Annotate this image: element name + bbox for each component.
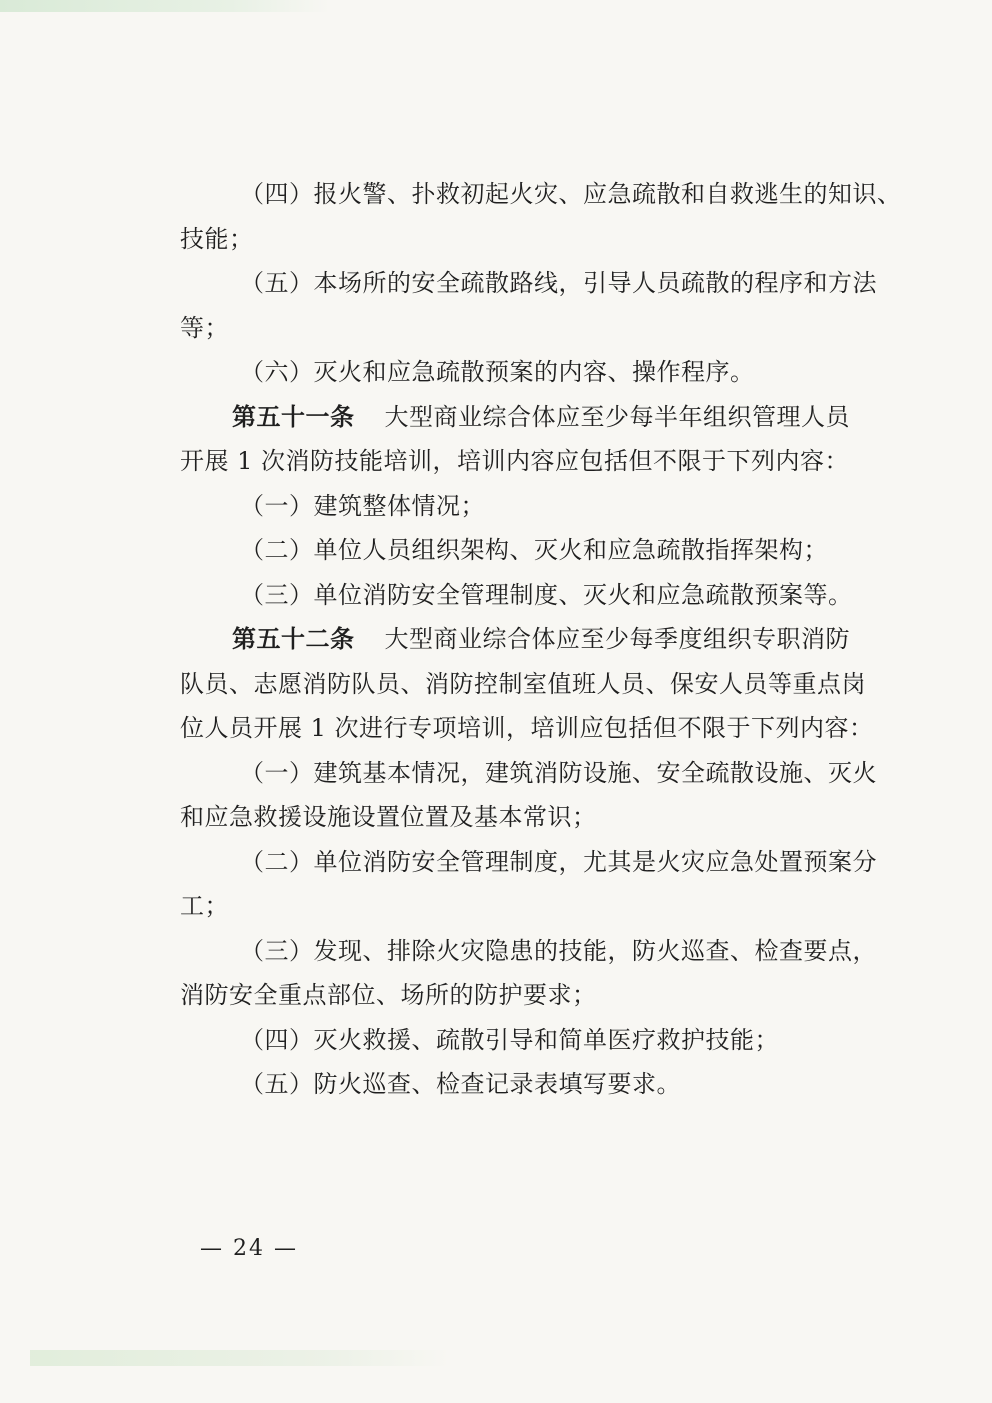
line-text: 和应急救援设施设置位置及基本常识； [180,803,597,831]
line-text: 队员、志愿消防队员、消防控制室值班人员、保安人员等重点岗 [180,669,866,698]
paragraph-line [180,795,915,840]
line-text: 等； [180,313,229,342]
document-body [180,172,915,1107]
line-text: （一）建筑整体情况； [240,491,485,520]
line-text: 大型商业综合体应至少每季度组织专职消防 [384,625,850,653]
paragraph-line [180,217,915,262]
line-text: （四）灭火救援、疏散引导和简单医疗救护技能； [240,1025,779,1054]
line-text: （三）单位消防安全管理制度、灭火和应急疏散预案等。 [240,580,853,609]
line-text: （一）建筑基本情况，建筑消防设施、安全疏散设施、灭火 [240,758,877,787]
paragraph-line [180,840,915,885]
paragraph-line [180,751,915,796]
line-text: 开展 1 次消防技能培训，培训内容应包括但不限于下列内容： [180,447,850,475]
line-text: （四）报火警、扑救初起火灾、应急疏散和自救逃生的知识、 [240,180,902,208]
paragraph-line [180,484,915,529]
line-text: 位人员开展 1 次进行专项培训，培训应包括但不限于下列内容： [180,714,874,742]
paragraph-line [180,973,915,1018]
paragraph-line [180,884,915,929]
paragraph-line [180,706,915,751]
paragraph-line [180,528,915,573]
paragraph-line [180,261,915,306]
line-text: （二）单位消防安全管理制度，尤其是火灾应急处置预案分 [240,847,877,876]
page-number: — 24 — [200,1236,298,1261]
paragraph-line [180,1062,915,1107]
line-text: 技能； [180,224,254,253]
paragraph-line [180,172,915,217]
line-text: （三）发现、排除火灾隐患的技能，防火巡查、检查要点， [240,936,877,965]
line-text: （五）本场所的安全疏散路线，引导人员疏散的程序和方法 [240,269,877,297]
line-text: 消防安全重点部位、场所的防护要求； [180,981,597,1009]
article-52-line [180,617,915,662]
paragraph-line [180,573,915,618]
scan-edge-band-top [0,0,330,12]
paragraph-line [180,306,915,351]
paragraph-line [180,929,915,974]
article-51-line [180,395,915,440]
paragraph-line [180,662,915,707]
line-text: （五）防火巡查、检查记录表填写要求。 [240,1070,681,1098]
line-text: 大型商业综合体应至少每半年组织管理人员 [384,402,850,431]
line-text: 工； [180,892,229,920]
line-text: （二）单位人员组织架构、灭火和应急疏散指挥架构； [240,536,828,564]
scan-edge-band-bottom [30,1350,450,1366]
paragraph-line [180,1018,915,1063]
line-text: （六）灭火和应急疏散预案的内容、操作程序。 [240,358,755,386]
article-heading: 第五十二条 [232,625,355,653]
article-heading: 第五十一条 [232,402,355,431]
paragraph-line [180,350,915,395]
paragraph-line [180,439,915,484]
